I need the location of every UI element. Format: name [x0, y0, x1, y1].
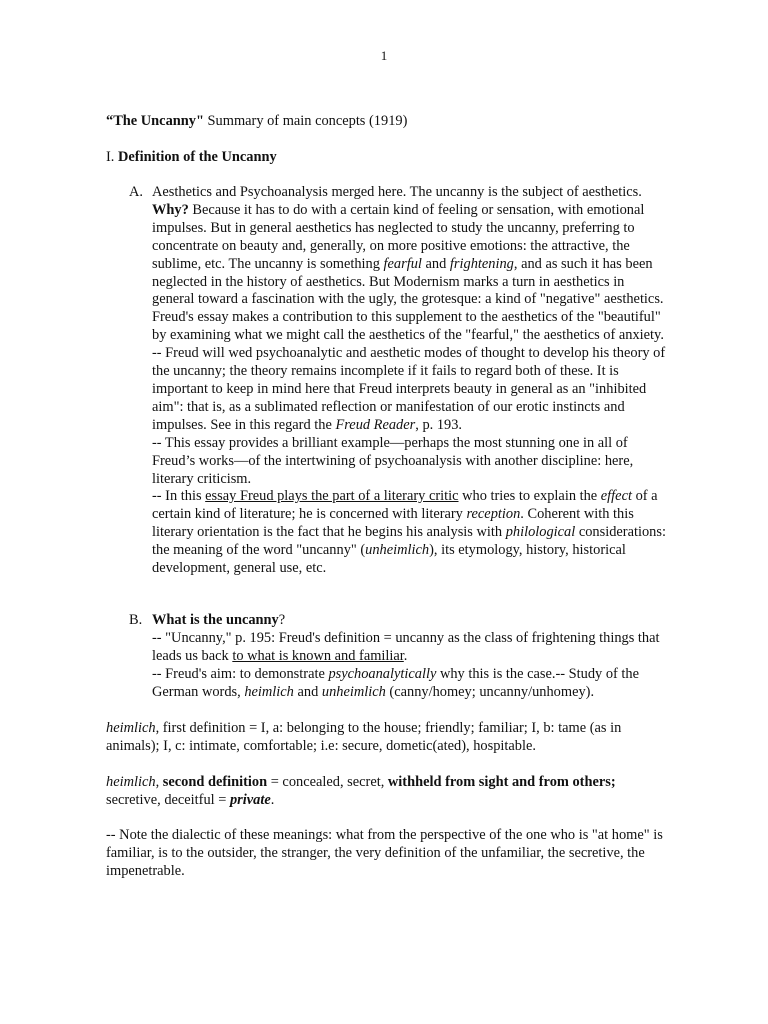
p4-start: -- In this [152, 488, 206, 505]
p2-end: , p. 193. [415, 416, 463, 433]
p4-mid-1: who tries to explain the [458, 488, 601, 505]
why-text-2: , and as such it has been neglected in the history of aesthetics. But Modernism marks a turn in aesthetics in general toward a fascination with the ugly, the grotesque: a kind of "negative" aesthetics. Freud's essay makes a contribution to this supplement to the aesthetics of the "beautiful" by examining what we might call the aesthetics of the "fearful," the aesthetics of anxiety. [152, 255, 664, 344]
effect-text: effect [600, 488, 632, 505]
section-roman: I. [106, 149, 118, 165]
p4-mid-4: considerations: the meaning of the word "uncanny" ( [152, 524, 666, 559]
list-marker-a: A. [129, 184, 143, 200]
def2-comma: , [155, 774, 163, 790]
list-marker-b: B. [129, 612, 143, 628]
title-rest: Summary of main concepts (1919) [203, 113, 408, 129]
frightening-text: frightening [449, 255, 514, 272]
item-b-heading-text: What is the uncanny [152, 612, 279, 628]
why-text-1: Because it has to do with a certain kind of feeling or sensation, with emotional impulses. But in general aesthetics has neglected to study the uncanny, preferring to concentrate on beauty and, generally, on more positive emotions: the attractive, the sublime, etc. The uncanny is something [152, 201, 645, 272]
why-label: Why? [152, 201, 189, 218]
list-item-a [129, 184, 669, 578]
unheimlich-text-b: unheimlich [321, 683, 386, 700]
b-and-text: and [293, 683, 322, 700]
p4-end: ), its etymology, history, historical development, general use, etc. [152, 542, 626, 577]
def2-withheld: withheld from sight and from others; [387, 774, 616, 790]
title-quoted: “The Uncanny" [106, 113, 204, 129]
p2-text: -- Freud will wed psychoanalytic and aesthetic modes of thought to develop his theory of the uncanny; the theory remains incomplete if it fails to regard both of these. It is important to keep in mind here that Freud interprets beauty in general as an "inhibited aim": that is, as a sublimated reflection or manifestation of our erotic instincts and impulses. See in this regard the [152, 345, 666, 433]
item-b-line-1 [152, 630, 669, 666]
item-b-heading [152, 612, 669, 630]
item-b-line-2 [152, 666, 669, 702]
def2-text-2: secretive, deceitful = [106, 791, 230, 808]
unheimlich-text: unheimlich [365, 542, 430, 559]
def1-text: , first definition = I, a: belonging to the house; friendly; familiar; I, b: tame (as in animals); I, c: intimate, comfortable; i.e: secure, dometic(ated), hospitable. [106, 720, 622, 754]
def2-private: private [229, 791, 271, 808]
freud-reader-text: Freud Reader [335, 416, 416, 433]
definition-2 [106, 774, 666, 810]
def2-word: heimlich [106, 774, 156, 790]
fearful-text: fearful [383, 255, 422, 272]
item-a-paragraph-2 [152, 345, 669, 435]
b-l1-end: . [403, 647, 408, 664]
psychoanalytically-text: psychoanalytically [328, 665, 437, 682]
philological-text: philological [505, 524, 576, 541]
item-a-why-paragraph [152, 202, 669, 345]
page-number: 1 [380, 48, 388, 63]
b-l2-start: -- Freud's aim: to demonstrate [152, 665, 329, 682]
p4-mid-2: of a certain kind of literature; he is concerned with literary [152, 488, 658, 523]
p4-mid-3: . Coherent with this literary orientation is the fact that he begins his analysis with [152, 506, 634, 541]
def1-word: heimlich [106, 720, 156, 736]
item-a-intro: Aesthetics and Psychoanalysis merged here. The uncanny is the subject of aesthetics. [152, 184, 642, 200]
list-item-b [129, 612, 669, 702]
def2-text-1: = concealed, secret, [267, 774, 388, 790]
def2-end: . [270, 791, 275, 808]
b-l1-underline: to what is known and familiar [232, 647, 404, 664]
definition-1 [106, 720, 666, 756]
reception-text: reception [466, 506, 521, 523]
item-a-paragraph-3: -- This essay provides a brilliant example—perhaps the most stunning one in all of Freud’s works—of the intertwining of psychoanalysis with another discipline: here, literary criticism. [152, 434, 634, 487]
p4-underline: essay Freud plays the part of a literary critic [205, 488, 459, 505]
heimlich-text: heimlich [244, 683, 294, 700]
b-l1-start: -- "Uncanny," p. 195: Freud's definition = uncanny as the class of frightening things that leads us back [152, 629, 660, 664]
item-a-paragraph-4 [152, 488, 669, 578]
section-heading [106, 149, 706, 167]
and-text: and [421, 255, 450, 272]
b-l2-mid: why this is the case.-- Study of the German words, [152, 665, 639, 700]
section-heading-text: Definition of the Uncanny [118, 149, 277, 165]
document-title [106, 113, 706, 131]
item-b-qmark: ? [278, 612, 286, 628]
b-l2-end: (canny/homey; uncanny/unhomey). [385, 683, 595, 700]
def2-label: second definition [162, 774, 268, 790]
dialectic-note: -- Note the dialectic of these meanings: what from the perspective of the one who is "at home" is familiar, is to the outsider, the stranger, the very definition of the unfamiliar, the secretive, the impenetrable. [106, 827, 663, 879]
